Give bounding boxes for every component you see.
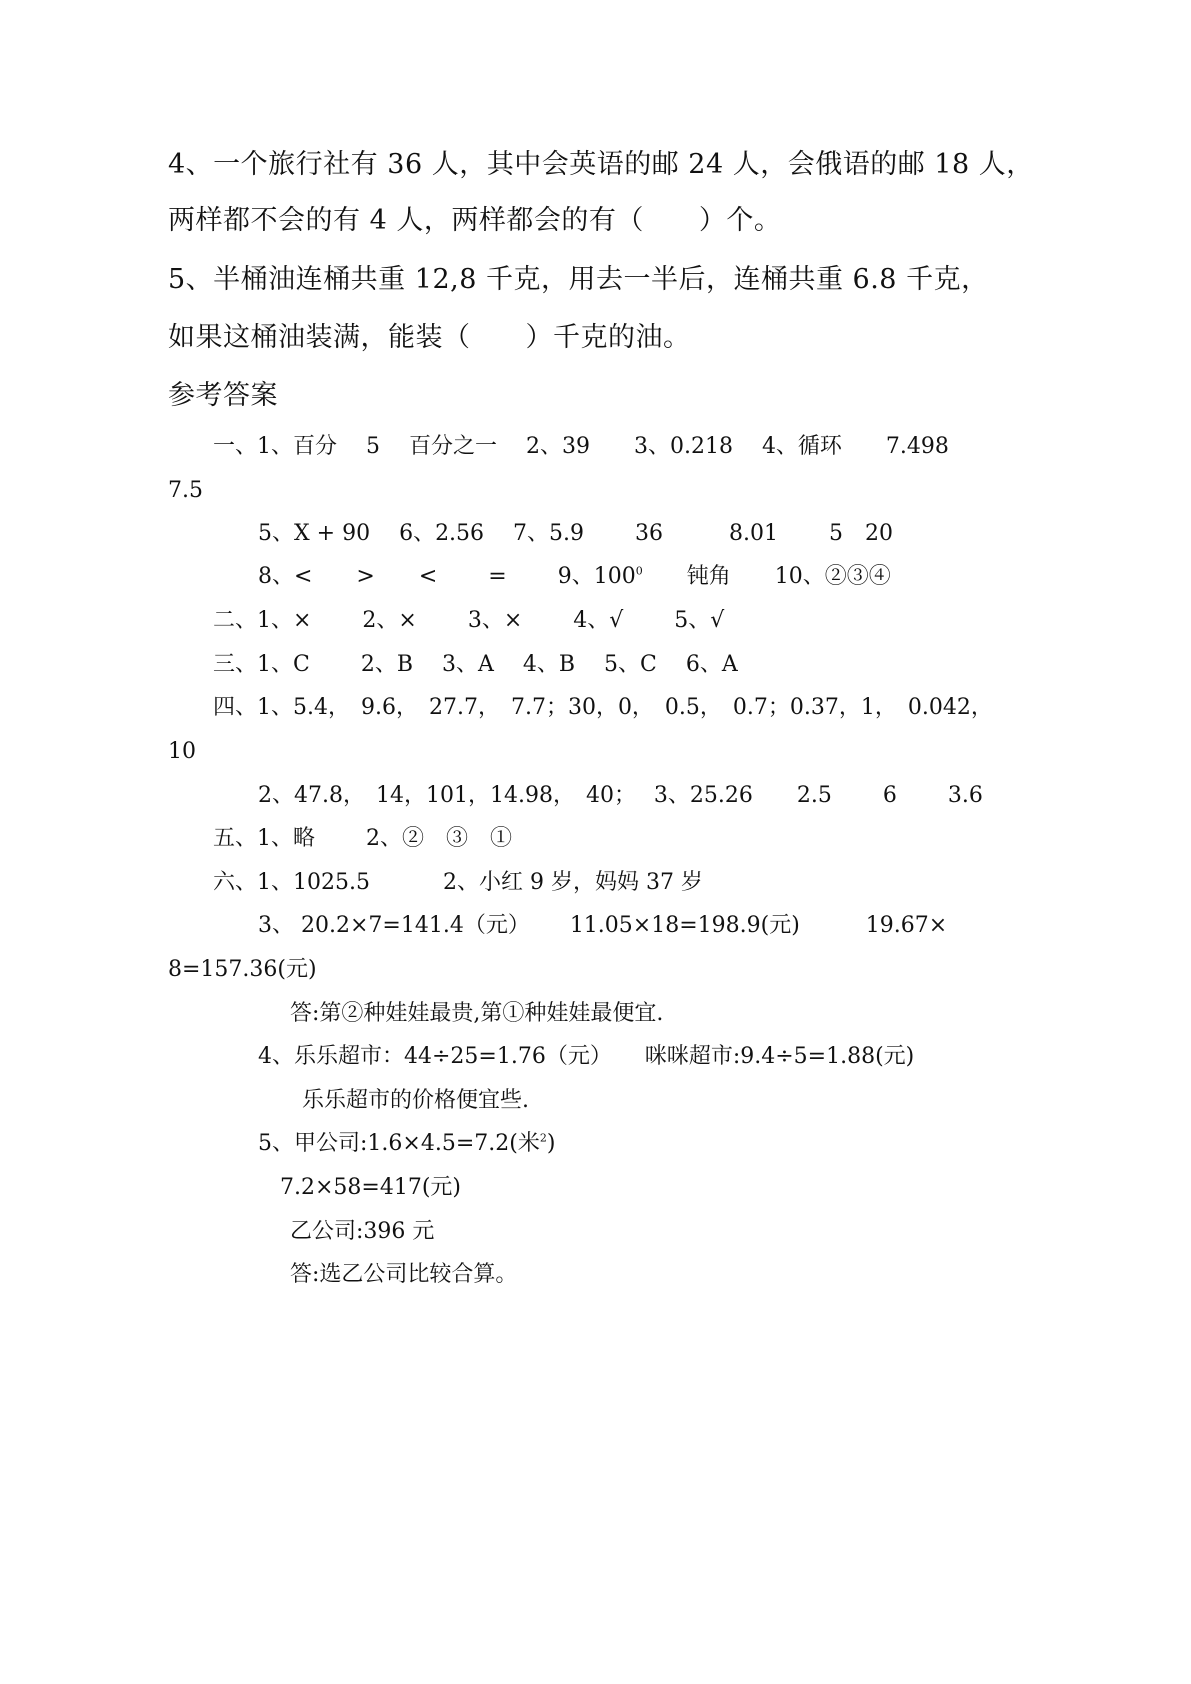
answer-section-1-line-1-wrap: 7.5 <box>168 478 203 503</box>
answers-heading: 参考答案 <box>168 380 278 411</box>
answer-section-1-line-3-text: 8、< > < = 9、100 <box>258 564 636 589</box>
answer-section-6-line-1: 六、1、1025.5 2、小红 9 岁，妈妈 37 岁 <box>213 870 703 895</box>
answer-section-6-line-4: 4、乐乐超市：44÷25=1.76（元） 咪咪超市:9.4÷5=1.88(元) <box>258 1044 915 1069</box>
answer-section-6-line-2-wrap: 8=157.36(元) <box>168 957 317 982</box>
answer-section-6-line-9: 答:选乙公司比较合算。 <box>290 1262 518 1287</box>
answer-section-2: 二、1、× 2、× 3、× 4、√ 5、√ <box>213 608 725 633</box>
square-superscript: 2 <box>539 1131 547 1145</box>
answer-section-1-line-1: 一、1、百分 5 百分之一 2、39 3、0.218 4、循环 7.498 <box>213 434 949 459</box>
answer-section-4-line-1-wrap: 10 <box>168 739 196 764</box>
question-5-line-2: 如果这桶油装满，能装（ ）千克的油。 <box>168 322 691 353</box>
answer-section-3: 三、1、C 2、B 3、A 4、B 5、C 6、A <box>213 652 738 677</box>
answer-section-1-line-2: 5、X + 90 6、2.56 7、5.9 36 8.01 5 20 <box>258 521 893 546</box>
answer-section-6-line-6-text: 5、甲公司:1.6×4.5=7.2(米 <box>258 1131 540 1156</box>
answer-section-5: 五、1、略 2、② ③ ① <box>213 826 512 851</box>
answer-section-6-line-6 <box>258 1133 555 1155</box>
answer-section-1-line-3 <box>258 566 891 588</box>
answer-section-4-line-2: 2、47.8， 14，101，14.98， 40； 3、25.26 2.5 6 3.6 <box>258 783 983 808</box>
answer-section-6-line-8: 乙公司:396 元 <box>290 1219 435 1244</box>
answer-section-6-line-3: 答:第②种娃娃最贵,第①种娃娃最便宜. <box>290 1001 664 1026</box>
answer-section-6-line-7: 7.2×58=417(元) <box>280 1175 462 1200</box>
answer-section-4-line-1: 四、1、5.4， 9.6， 27.7， 7.7；30，0， 0.5， 0.7；0.37，1， 0.042， <box>213 695 993 720</box>
answer-section-6-line-2: 3、 20.2×7=141.4（元） 11.05×18=198.9(元) 19.67× <box>258 913 948 938</box>
answer-section-1-line-3-text-end: 钝角 10、②③④ <box>642 564 891 589</box>
question-4-line-1: 4、一个旅行社有 36 人，其中会英语的邮 24 人，会俄语的邮 18 人， <box>168 149 1034 180</box>
question-4-line-2: 两样都不会的有 4 人，两样都会的有（ ）个。 <box>168 205 782 236</box>
question-5-line-1: 5、半桶油连桶共重 12,8 千克，用去一半后，连桶共重 6.8 千克， <box>168 264 989 295</box>
degree-superscript: 0 <box>635 564 643 578</box>
answer-section-6-line-5: 乐乐超市的价格便宜些. <box>302 1088 529 1113</box>
answer-section-6-line-6-text-end: ) <box>546 1131 556 1156</box>
